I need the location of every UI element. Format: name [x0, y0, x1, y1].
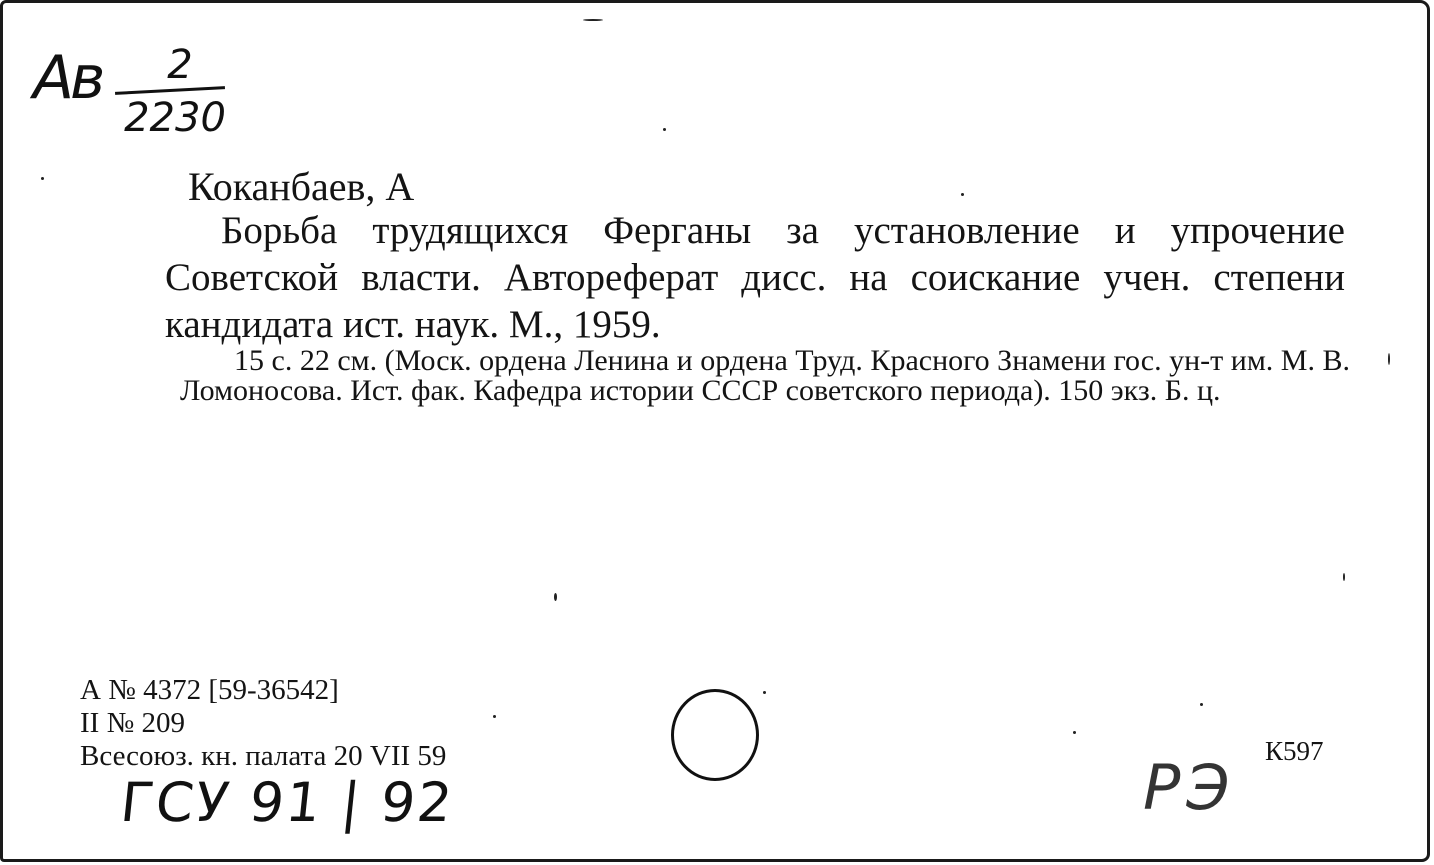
scan-artifact — [1200, 703, 1203, 706]
handwritten-inventory-note: ГСУ 91 | 92 — [117, 771, 457, 834]
registration-chamber: Всесоюз. кн. палата 20 VII 59 — [80, 740, 447, 772]
scan-artifact — [1073, 731, 1076, 734]
scan-artifact — [41, 177, 44, 180]
classification-code: К597 — [1265, 736, 1324, 766]
handwritten-initials: РЭ — [1143, 751, 1236, 824]
scan-artifact — [961, 193, 964, 196]
author-heading: Коканбаев, А — [188, 164, 415, 209]
circle-stamp — [671, 689, 759, 781]
scan-artifact — [493, 715, 496, 718]
collation-note: 15 с. 22 см. (Моск. ордена Ленина и ордена Труд. Красного Знамени гос. ун-т им. М. В. Ломоносова. Ист. фак. Кафедра истории СССР советского периода). 150 экз. Б. ц. — [180, 344, 1350, 407]
scan-artifact — [1343, 573, 1345, 581]
shelf-mark-numerator: 2 — [167, 42, 193, 88]
registration-series: II № 209 — [80, 707, 185, 739]
scan-artifact — [1388, 353, 1390, 365]
scan-artifact — [763, 691, 766, 694]
scan-artifact — [583, 19, 603, 21]
registration-number: А № 4372 [59-36542] — [80, 674, 339, 706]
title-statement: Борьба трудящихся Ферганы за установление и упрочение Советской власти. Автореферат дисс. на соискание учен. степени кандидата ист. наук. М., 1959. — [165, 209, 1345, 346]
scan-artifact — [554, 593, 557, 601]
shelf-mark-denominator: 2230 — [124, 95, 226, 141]
scan-artifact — [663, 128, 666, 131]
shelf-mark-number — [115, 42, 235, 141]
shelf-mark-prefix: Ав — [33, 43, 102, 113]
